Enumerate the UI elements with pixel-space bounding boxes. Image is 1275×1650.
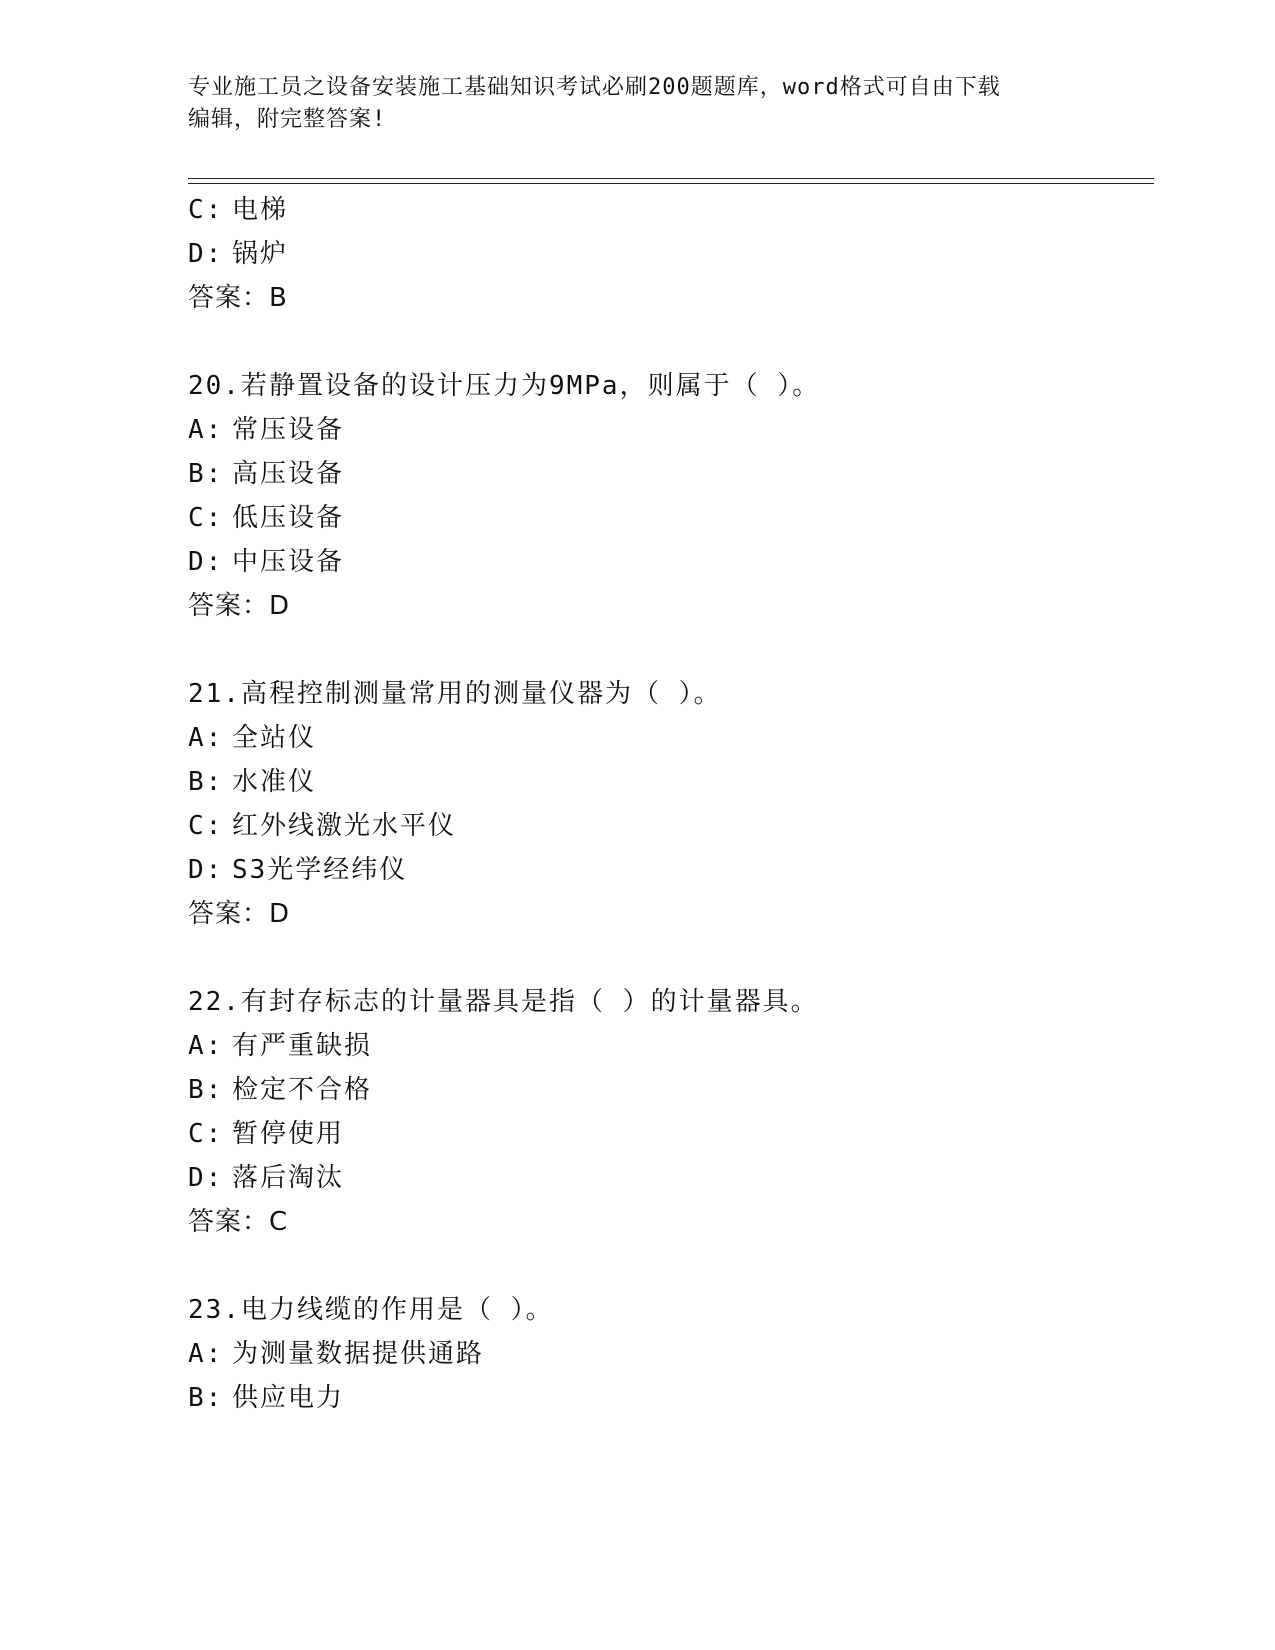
option-text: 电梯 [232,195,289,225]
document-header [188,72,1088,136]
answer-line: 答案：B [188,283,288,313]
header-divider-bottom [188,183,1154,184]
option-key: D: [188,1163,224,1193]
option-key: C: [188,1119,224,1149]
answer-line: 答案：D [188,591,291,621]
option-line [188,232,288,276]
option-line [188,760,316,804]
option-line [188,1156,344,1200]
header-line-2: 编辑，附完整答案! [188,107,387,132]
question-stem: 20.若静置设备的设计压力为9MPa，则属于（ ）。 [188,371,821,401]
option-line [188,1112,344,1156]
option-line [188,452,344,496]
option-line [188,540,344,584]
option-key: B: [188,459,224,489]
question-stem: 22.有封存标志的计量器具是指（ ）的计量器具。 [188,987,819,1017]
option-line [188,716,316,760]
option-key: D: [188,547,224,577]
option-text: 检定不合格 [232,1075,373,1105]
option-key: C: [188,195,224,225]
option-text: 水准仪 [232,767,317,797]
option-text: 为测量数据提供通路 [232,1339,485,1369]
header-line-1: 专业施工员之设备安装施工基础知识考试必刷200题题库，word格式可自由下载 [188,75,1001,100]
option-key: A: [188,723,224,753]
option-line [188,1068,372,1112]
option-key: C: [188,811,224,841]
option-line [188,1332,484,1376]
option-text: 暂停使用 [232,1119,345,1149]
option-text: 锅炉 [232,239,289,269]
option-key: D: [188,239,224,269]
option-line [188,804,456,848]
option-line [188,408,344,452]
option-line [188,496,344,540]
option-text: S3光学经纬仪 [232,855,408,885]
option-key: A: [188,1031,224,1061]
option-key: A: [188,1339,224,1369]
option-key: D: [188,855,224,885]
option-line [188,188,288,232]
answer-line: 答案：D [188,899,291,929]
option-text: 供应电力 [232,1383,345,1413]
option-line [188,1024,372,1068]
option-key: C: [188,503,224,533]
option-key: B: [188,1075,224,1105]
question-stem: 21.高程控制测量常用的测量仪器为（ ）。 [188,679,722,709]
option-text: 落后淘汰 [232,1163,345,1193]
option-key: B: [188,1383,224,1413]
question-stem: 23.电力线缆的作用是（ ）。 [188,1295,554,1325]
option-key: B: [188,767,224,797]
answer-line: 答案：C [188,1207,289,1237]
option-line [188,1376,344,1420]
option-text: 常压设备 [232,415,345,445]
option-key: A: [188,415,224,445]
option-text: 低压设备 [232,503,345,533]
option-line [188,848,407,892]
option-text: 全站仪 [232,723,317,753]
option-text: 高压设备 [232,459,345,489]
header-divider-top [188,178,1154,179]
option-text: 有严重缺损 [232,1031,373,1061]
option-text: 中压设备 [232,547,345,577]
option-text: 红外线激光水平仪 [232,811,457,841]
